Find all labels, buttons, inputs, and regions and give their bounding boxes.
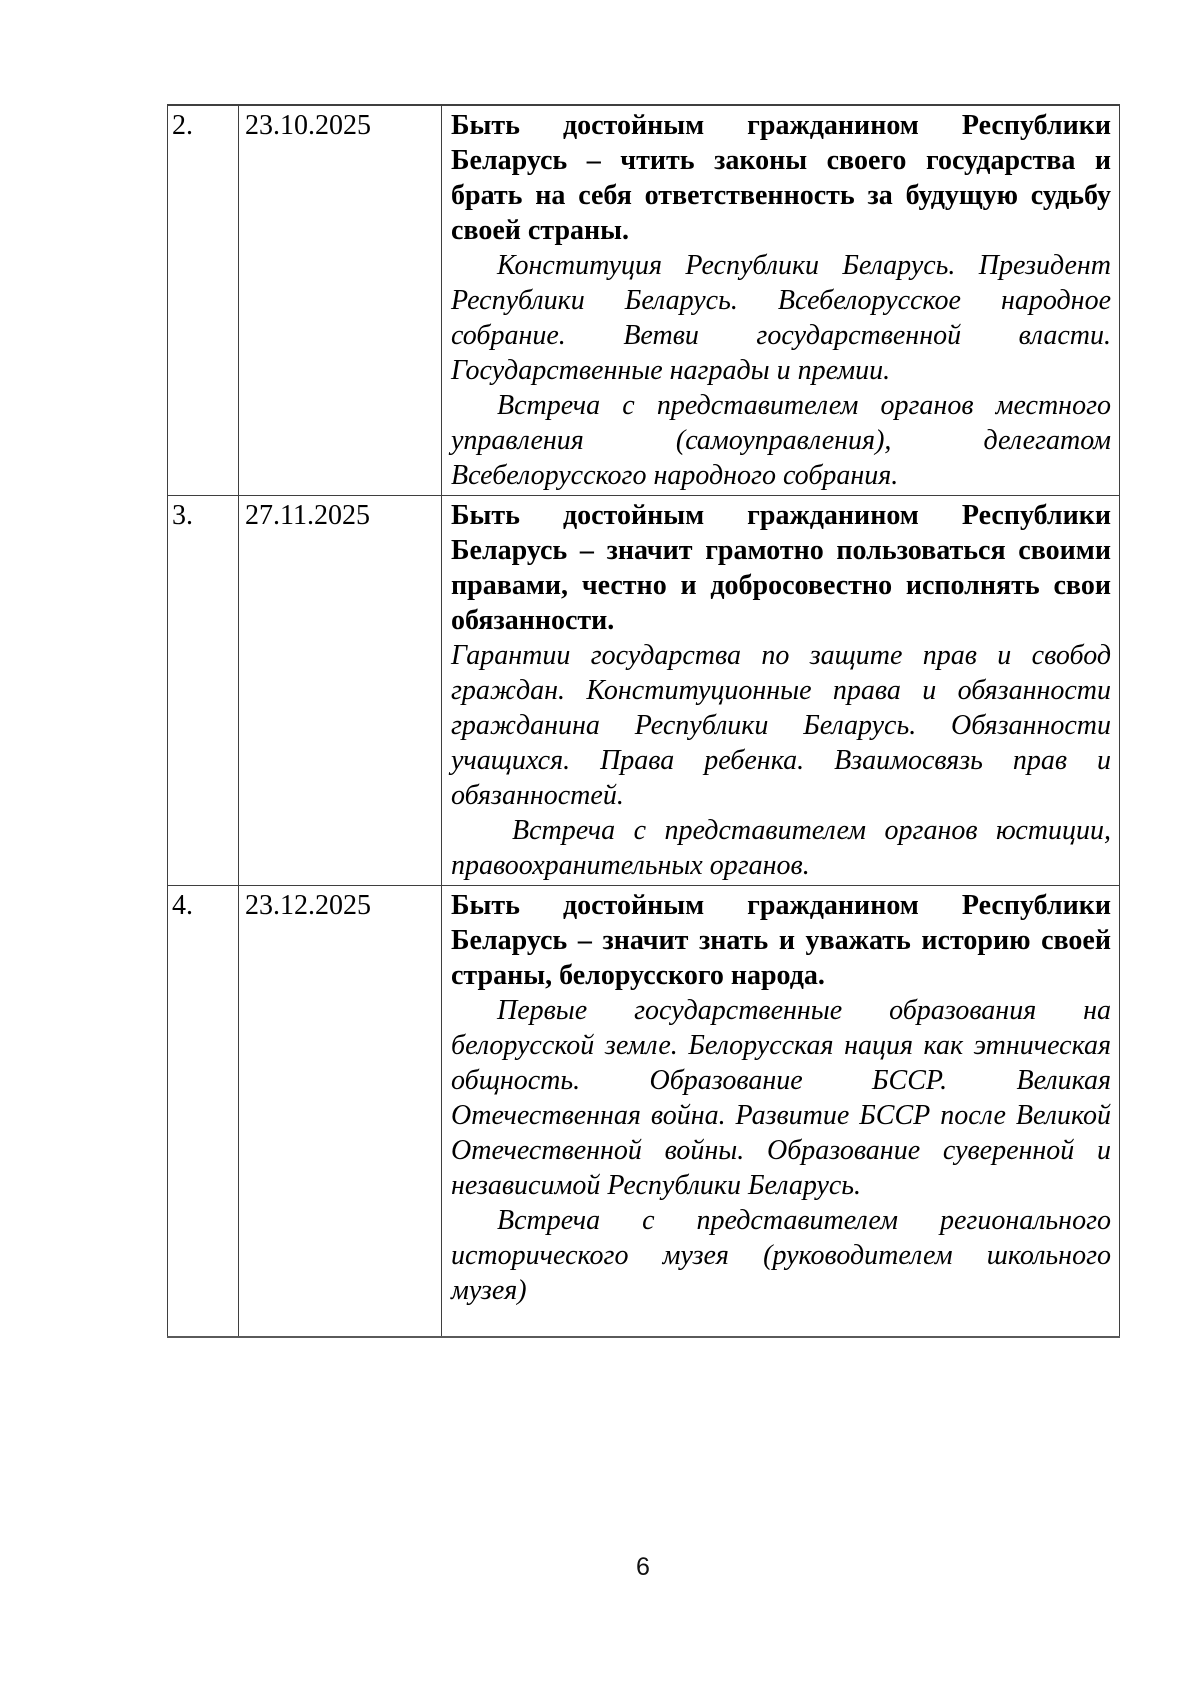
topic-paragraph: Конституция Республики Беларусь. Президент Республики Беларусь. Всебелорусское народное собрание. Ветви государственной власти. Государственные награды и премии. (451, 250, 1111, 386)
table-row (168, 496, 1120, 886)
date-cell: 27.11.2025 (239, 496, 442, 886)
topic-paragraph: Встреча с представителем регионального исторического музея (руководителем школьного музея) (451, 1205, 1111, 1306)
row-number-cell: 2. (168, 105, 239, 496)
content-cell (442, 105, 1120, 496)
topic-paragraph: Встреча с представителем органов местного управления (самоуправления), делегатом Всебелорусского народного собрания. (451, 390, 1111, 491)
topic-title: Быть достойным гражданином Республики Беларусь – значит грамотно пользоваться своими правами, честно и добросовестно исполнять свои обязанности. (451, 500, 1111, 636)
row-number-cell: 4. (168, 886, 239, 1337)
page-number: 6 (636, 1553, 650, 1581)
topic-title: Быть достойным гражданином Республики Беларусь – значит знать и уважать историю своей страны, белорусского народа. (451, 890, 1111, 991)
row-number-cell: 3. (168, 496, 239, 886)
topic-title: Быть достойным гражданином Республики Беларусь – чтить законы своего государства и брать на себя ответственность за будущую судьбу своей страны. (451, 110, 1111, 246)
topic-paragraph: Первые государственные образования на белорусской земле. Белорусская нация как этническая общность. Образование БССР. Великая Отечественная война. Развитие БССР после Великой Отечественной войны. Образование суверенной и независимой Республики Беларусь. (451, 995, 1111, 1201)
table-row (168, 105, 1120, 496)
date-cell: 23.10.2025 (239, 105, 442, 496)
lesson-schedule-table (167, 104, 1120, 1338)
table-row (168, 886, 1120, 1337)
topic-paragraph: Встреча с представителем органов юстиции, правоохранительных органов. (451, 815, 1111, 881)
content-cell (442, 496, 1120, 886)
content-cell (442, 886, 1120, 1337)
date-cell: 23.12.2025 (239, 886, 442, 1337)
topic-paragraph: Гарантии государства по защите прав и свобод граждан. Конституционные права и обязанности гражданина Республики Беларусь. Обязанности учащихся. Права ребенка. Взаимосвязь прав и обязанностей. (451, 640, 1111, 811)
